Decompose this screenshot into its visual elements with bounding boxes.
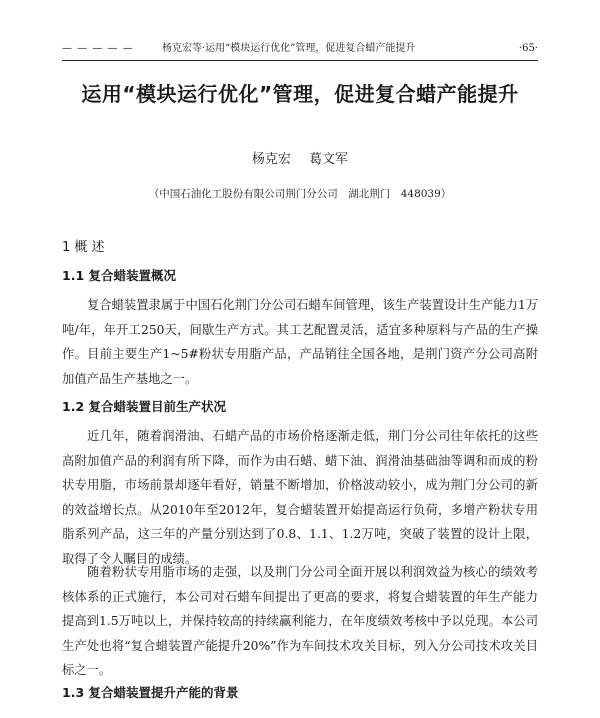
header-left-rule: — — — — —	[62, 43, 134, 54]
subsection-heading-1-1: 1.1 复合蜡装置概况	[62, 268, 176, 283]
article-title: 运用“模块运行优化”管理，促进复合蜡产能提升	[81, 82, 519, 106]
author-line: 杨克宏 葛文军	[251, 152, 349, 167]
section-heading-overview: 1 概 述	[62, 240, 105, 255]
affiliation-line: （中国石油化工股份有限公司荆门分公司 湖北荆门 448039）	[148, 188, 452, 200]
paragraph-1-2-a: 近几年，随着润滑油、石蜡产品的市场价格逐渐走低，荆门分公司往年依托的这些高附加值产品的利润有所下降，而作为由石蜡、蜡下油、润滑油基础油等调和而成的粉状专用脂，市场前景却逐年看好，销量不断增加，价格波动较小，成为荆门分公司的新的效益增长点。从2010年至2012年，复合蜡装置开始提高运行负荷，多增产粉状专用脂系列产品，这三年的产量分别达到了0.8、1.1、1.2万吨，突破了装置的设计上限，取得了令人瞩目的成绩。	[62, 429, 538, 566]
header-running-title: 杨克宏等·运用“模块运行优化”管理，促进复合蜡产能提升	[162, 43, 416, 54]
page-number: ·65·	[518, 43, 538, 54]
subsection-heading-1-3: 1.3 复合蜡装置提升产能的背景	[62, 685, 239, 700]
paragraph-1-2-b: 随着粉状专用脂市场的走强，以及荆门分公司全面开展以利润效益为核心的绩效考核体系的正式施行，本公司对石蜡车间提出了更高的要求，将复合蜡装置的年生产能力提高到1.5万吨以上，并保持较高的持续赢利能力，在年度绩效考核中予以兑现。本公司生产处也将“复合蜡装置产能提升20%”作为车间技术攻关目标，列入分公司技术攻关目标之一。	[62, 565, 538, 678]
subsection-heading-1-2: 1.2 复合蜡装置目前生产状况	[62, 399, 226, 414]
running-header	[62, 40, 538, 61]
paragraph-1-1: 复合蜡装置隶属于中国石化荆门分公司石蜡车间管理，该生产装置设计生产能力1万吨/年，年开工250天，间歇生产方式。其工艺配置灵活，适宜多种原料与产品的生产操作。目前主要生产1~5#粉状专用脂产品，产品销往全国各地，是荆门资产分公司高附加值产品生产基地之一。	[62, 298, 538, 386]
